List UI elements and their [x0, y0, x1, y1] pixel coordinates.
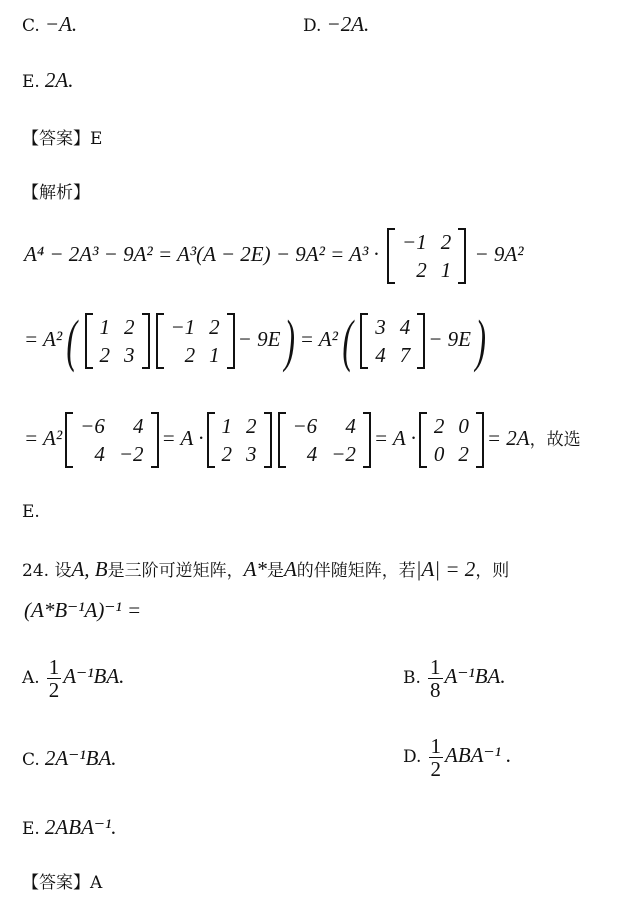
denominator: 8 — [430, 678, 441, 702]
matrix-cell: 4 — [133, 414, 144, 438]
right-paren: ) — [475, 308, 486, 373]
matrix-cell: 4 — [94, 442, 105, 466]
line3-eq2: = A · — [373, 425, 416, 450]
matrix-cell: 2 — [246, 414, 257, 438]
matrix-cell: −2 — [331, 442, 356, 466]
matrix-cell: 1 — [99, 315, 110, 339]
matrix-cell: −1 — [170, 315, 196, 339]
option-d — [403, 735, 511, 780]
question-text: 是 — [266, 561, 284, 581]
matrix-cell: 2 — [124, 315, 135, 339]
matrix-cell: 4 — [375, 343, 386, 367]
option-label: D. — [303, 16, 322, 36]
option-expr: −2A. — [326, 12, 370, 36]
matrix-cell: 2 — [221, 442, 233, 466]
option-expr: 2A. — [44, 68, 74, 92]
answer-tag: 【答案】 — [22, 873, 90, 893]
matrix-cell: 0 — [433, 442, 445, 466]
analysis-tag: 【解析】 — [22, 183, 90, 203]
matrix-cell: 2 — [433, 414, 445, 438]
left-paren: ( — [342, 308, 353, 373]
matrix-cell: −6 — [292, 414, 318, 438]
matrix-cell: 3 — [375, 315, 386, 339]
matrix-cell: 7 — [399, 343, 411, 367]
solution-line-1 — [24, 228, 524, 284]
question-text: 是三阶可逆矩阵， — [107, 561, 244, 581]
matrix-cell: 2 — [458, 442, 469, 466]
matrix — [278, 412, 371, 468]
option-expr: A⁻¹BA. — [63, 664, 125, 688]
matrix-cell: −1 — [402, 230, 427, 254]
option-label: E. — [22, 819, 40, 839]
matrix-cell: 4 — [345, 414, 356, 438]
question-avar: A — [283, 557, 297, 581]
line3-eq1: = A · — [161, 425, 204, 450]
question-24-expr: (A*B⁻¹A)⁻¹ = — [24, 598, 142, 622]
answer-line — [22, 124, 102, 149]
numerator: 1 — [430, 655, 441, 679]
matrix-cell: 4 — [306, 442, 318, 466]
line1-lhs: A⁴ − 2A³ − 9A² = A³(A − 2E) − 9A² = A³ · — [24, 241, 379, 266]
option-label: B. — [403, 668, 421, 688]
question-astar: A* — [243, 557, 267, 581]
option-e — [22, 815, 117, 840]
matrix-cell: −2 — [118, 442, 144, 466]
option-d — [303, 12, 369, 37]
denominator: 2 — [430, 757, 442, 781]
matrix — [65, 412, 158, 468]
solution-line-2 — [24, 308, 490, 373]
line1-tail: − 9A² — [474, 241, 524, 266]
matrix-cell: 3 — [124, 343, 135, 367]
answer-value: E — [90, 129, 103, 149]
option-label: E. — [22, 72, 40, 92]
option-expr: ABA⁻¹ . — [445, 743, 512, 767]
matrix — [85, 313, 150, 369]
denominator: 2 — [48, 678, 60, 702]
question-vars: A, B — [71, 557, 108, 581]
option-c — [22, 746, 117, 771]
option-label: A. — [22, 668, 40, 688]
line2-mid: − 9E — [237, 326, 281, 351]
question-text: 的伴随矩阵，若 — [296, 561, 416, 581]
option-label: C. — [22, 750, 40, 770]
option-expr: 2ABA⁻¹. — [44, 815, 117, 839]
answer-value: A — [90, 873, 103, 893]
matrix-cell: 0 — [458, 414, 469, 438]
solution-line-3 — [24, 412, 581, 468]
matrix-cell: 2 — [99, 343, 110, 367]
line3-text: ，故选 — [529, 429, 581, 449]
fraction — [428, 656, 443, 701]
matrix-cell: −6 — [80, 414, 105, 438]
matrix-cell: 3 — [246, 442, 257, 466]
numerator: 1 — [430, 734, 442, 758]
option-e — [22, 68, 74, 93]
option-label: D. — [403, 747, 422, 767]
line3-prefix: = A² — [24, 425, 63, 450]
right-paren: ) — [284, 308, 296, 373]
matrix-cell: 2 — [440, 230, 452, 254]
option-expr: −A. — [44, 12, 78, 36]
numerator: 1 — [48, 655, 60, 679]
option-label: C. — [22, 16, 40, 36]
line2-eq: = A² — [299, 326, 338, 351]
matrix-cell: 1 — [440, 258, 452, 282]
line2-tail: − 9E — [428, 326, 471, 351]
matrix-cell: 4 — [399, 315, 411, 339]
question-number: 24. — [22, 561, 50, 581]
option-expr: 2A⁻¹BA. — [44, 746, 117, 770]
matrix — [387, 228, 466, 284]
matrix — [207, 412, 272, 468]
option-a — [22, 656, 124, 701]
matrix-cell: 1 — [209, 343, 220, 367]
fraction — [47, 656, 62, 701]
matrix — [156, 313, 235, 369]
matrix-cell: 2 — [184, 343, 196, 367]
answer-line — [22, 868, 102, 893]
option-expr: A⁻¹BA. — [444, 664, 506, 688]
matrix — [360, 313, 425, 369]
question-text: 设 — [54, 561, 72, 581]
matrix-cell: 2 — [416, 258, 427, 282]
matrix-cell: 2 — [209, 315, 220, 339]
option-c — [22, 12, 77, 37]
line3-tail: = 2A — [486, 425, 530, 450]
question-det: |A| = 2 — [415, 557, 476, 581]
fraction — [429, 735, 444, 780]
option-b — [403, 656, 506, 701]
left-paren: ( — [66, 308, 78, 373]
matrix-cell: 1 — [221, 414, 233, 438]
question-24-stem — [22, 556, 509, 582]
answer-tag: 【答案】 — [22, 129, 90, 149]
line2-prefix: = A² — [24, 326, 63, 351]
matrix — [419, 412, 484, 468]
solution-line-4: E. — [22, 502, 40, 522]
question-text: ，则 — [475, 561, 510, 581]
